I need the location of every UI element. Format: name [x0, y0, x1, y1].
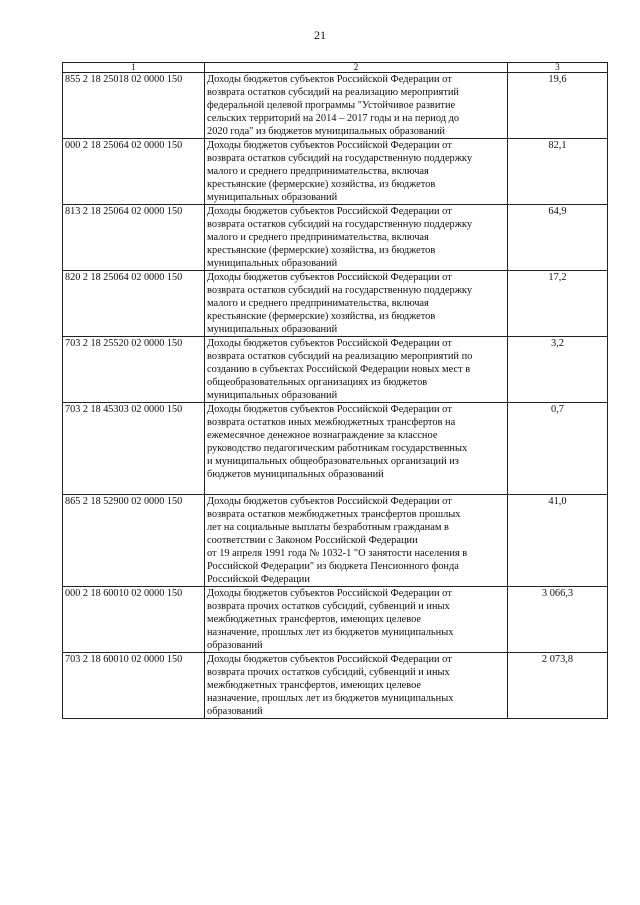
- revenue-code: 865 2 18 52900 02 0000 150: [63, 495, 205, 587]
- revenue-amount: 2 073,8: [508, 653, 608, 719]
- revenue-code: 813 2 18 25064 02 0000 150: [63, 205, 205, 271]
- revenue-description: Доходы бюджетов субъектов Российской Федерации от возврата остатков субсидий на реализацию мероприятий по созданию в субъектах Российской Федерации новых мест в общеобразовательных организациях из бюджетов муниципальных образований: [205, 337, 508, 403]
- revenue-code: 000 2 18 60010 02 0000 150: [63, 587, 205, 653]
- column-header-2: 2: [205, 63, 508, 73]
- table-row: [63, 587, 608, 653]
- revenue-description: Доходы бюджетов субъектов Российской Федерации от возврата прочих остатков субсидий, субвенций и иных межбюджетных трансфертов, имеющих целевое назначение, прошлых лет из бюджетов муниципальных образований: [205, 653, 508, 719]
- revenue-amount: 17,2: [508, 271, 608, 337]
- revenue-amount: 82,1: [508, 139, 608, 205]
- page-number: 21: [314, 28, 326, 42]
- revenue-code: 703 2 18 60010 02 0000 150: [63, 653, 205, 719]
- revenue-description: Доходы бюджетов субъектов Российской Федерации от возврата остатков субсидий на реализацию мероприятий федеральной целевой программы "Устойчивое развитие сельских территорий на 2014 – 2017 годы и на период до 2020 года" из бюджетов муниципальных образований: [205, 73, 508, 139]
- table-header-row: [63, 63, 608, 73]
- table-row: [63, 653, 608, 719]
- revenue-code: 855 2 18 25018 02 0000 150: [63, 73, 205, 139]
- table-row: [63, 205, 608, 271]
- table-row: [63, 139, 608, 205]
- revenue-code: 703 2 18 25520 02 0000 150: [63, 337, 205, 403]
- revenue-description: Доходы бюджетов субъектов Российской Федерации от возврата остатков иных межбюджетных трансфертов на ежемесячное денежное вознаграждение за классное руководство педагогическим работникам государственных и муниципальных общеобразовательных организаций из бюджетов муниципальных образований: [205, 403, 508, 495]
- revenue-amount: 0,7: [508, 403, 608, 495]
- budget-revenue-table: [62, 62, 608, 719]
- revenue-amount: 3,2: [508, 337, 608, 403]
- revenue-code: 703 2 18 45303 02 0000 150: [63, 403, 205, 495]
- revenue-amount: 64,9: [508, 205, 608, 271]
- table-row: [63, 271, 608, 337]
- table-row: [63, 495, 608, 587]
- revenue-code: 820 2 18 25064 02 0000 150: [63, 271, 205, 337]
- revenue-code: 000 2 18 25064 02 0000 150: [63, 139, 205, 205]
- revenue-description: Доходы бюджетов субъектов Российской Федерации от возврата прочих остатков субсидий, субвенций и иных межбюджетных трансфертов, имеющих целевое назначение, прошлых лет из бюджетов муниципальных образований: [205, 587, 508, 653]
- revenue-description: Доходы бюджетов субъектов Российской Федерации от возврата остатков субсидий на государственную поддержку малого и среднего предпринимательства, включая крестьянские (фермерские) хозяйства, из бюджетов муниципальных образований: [205, 139, 508, 205]
- revenue-amount: 41,0: [508, 495, 608, 587]
- column-header-1: 1: [63, 63, 205, 73]
- table-row: [63, 337, 608, 403]
- revenue-description: Доходы бюджетов субъектов Российской Федерации от возврата остатков субсидий на государственную поддержку малого и среднего предпринимательства, включая крестьянские (фермерские) хозяйства, из бюджетов муниципальных образований: [205, 205, 508, 271]
- revenue-amount: 3 066,3: [508, 587, 608, 653]
- revenue-description: Доходы бюджетов субъектов Российской Федерации от возврата остатков межбюджетных трансфертов прошлых лет на социальные выплаты безработным гражданам в соответствии с Законом Российской Федерации от 19 апреля 1991 года № 1032-1 "О занятости населения в Российской Федерации" из бюджета Пенсионного фонда Российской Федерации: [205, 495, 508, 587]
- column-header-3: 3: [508, 63, 608, 73]
- table-row: [63, 403, 608, 495]
- table-row: [63, 73, 608, 139]
- revenue-amount: 19,6: [508, 73, 608, 139]
- revenue-description: Доходы бюджетов субъектов Российской Федерации от возврата остатков субсидий на государственную поддержку малого и среднего предпринимательства, включая крестьянские (фермерские) хозяйства, из бюджетов муниципальных образований: [205, 271, 508, 337]
